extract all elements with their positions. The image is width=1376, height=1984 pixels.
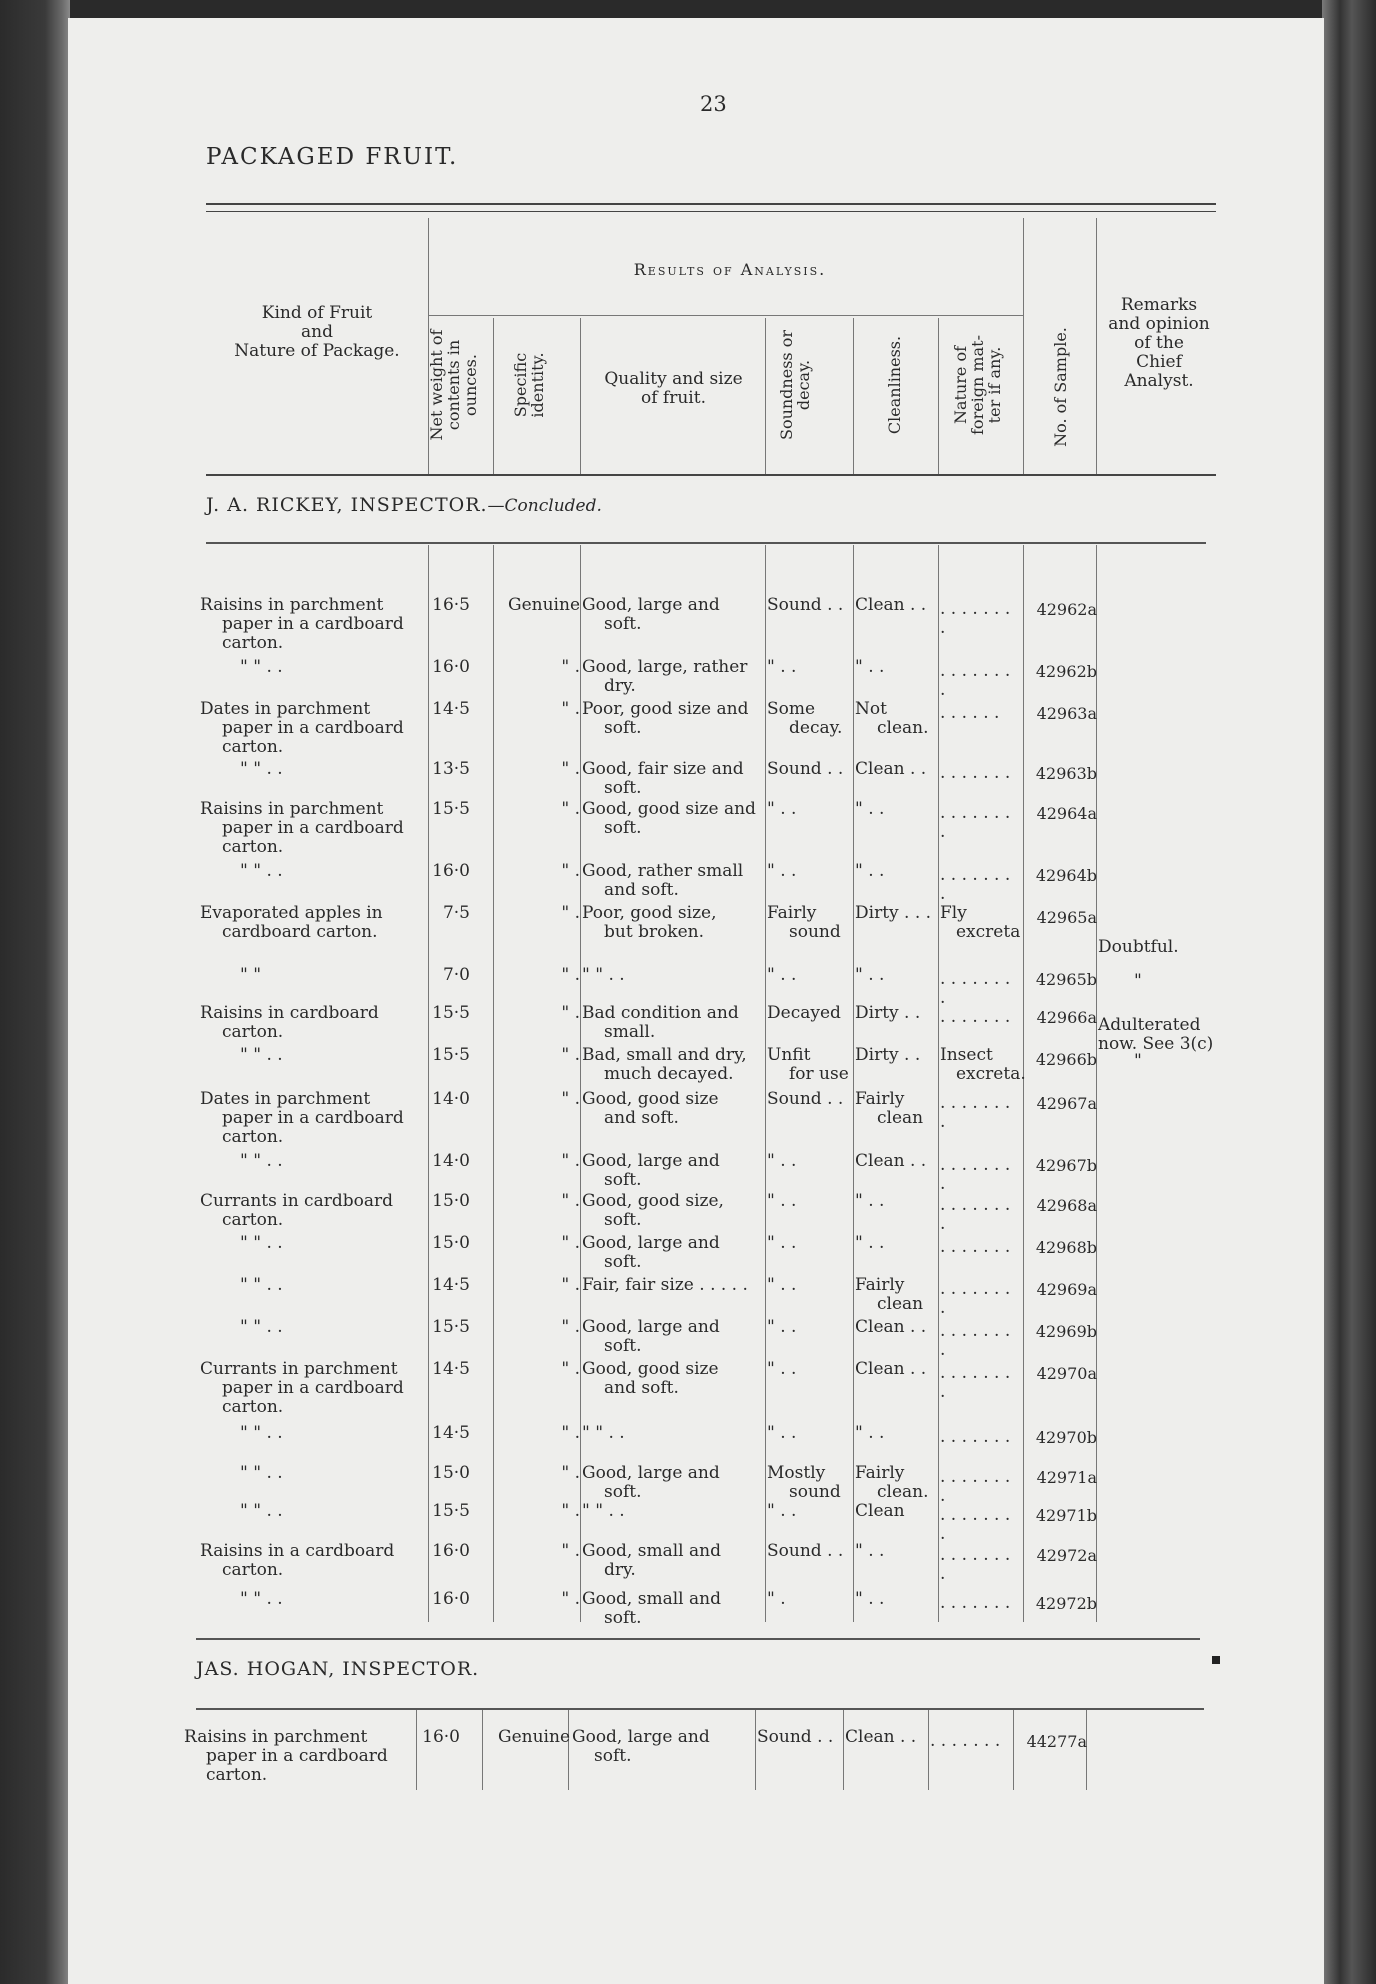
specific-identity-cell: Genuine bbox=[508, 595, 580, 615]
header-specific-identity: Specific identity. bbox=[511, 352, 547, 418]
quality-cell: Good, large and soft. bbox=[582, 595, 720, 634]
quality-cell: Good, large and soft. bbox=[582, 1463, 720, 1502]
kind-cell: " " bbox=[240, 965, 262, 985]
soundness-cell: " . bbox=[767, 1589, 786, 1609]
section-hogan-rule bbox=[196, 1708, 1204, 1710]
body2-vline-2 bbox=[482, 1710, 483, 1790]
sample-number-cell: 42963a bbox=[1036, 704, 1097, 723]
kind-cell: Raisins in parchment paper in a cardboard carton. bbox=[184, 1727, 388, 1785]
hdr-vline-6 bbox=[765, 318, 766, 474]
sample-number-cell: 42965b bbox=[1035, 970, 1097, 989]
foreign-matter-cell: . . . . . . . bbox=[940, 1007, 1011, 1027]
net-weight-cell: 15·0 bbox=[432, 1191, 470, 1211]
cleanliness-cell: Clean bbox=[855, 1501, 905, 1521]
foreign-matter-cell: . . . . . . bbox=[940, 703, 1000, 723]
net-weight-cell: 7·0 bbox=[442, 965, 470, 985]
foreign-matter-cell: . . . . . . . bbox=[940, 763, 1011, 783]
specific-identity-cell: " . bbox=[561, 1089, 580, 1109]
quality-cell: Good, large and soft. bbox=[582, 1317, 720, 1356]
foreign-matter-cell: . . . . . . . . bbox=[940, 1363, 1011, 1402]
soundness-cell: " . . bbox=[767, 1423, 797, 1443]
soundness-cell: " . . bbox=[767, 657, 797, 677]
foreign-matter-cell: . . . . . . . . bbox=[940, 1321, 1011, 1360]
sample-number-cell: 42970a bbox=[1036, 1364, 1097, 1383]
quality-cell: Poor, good size, but broken. bbox=[582, 903, 717, 942]
foreign-matter-cell: . . . . . . . . bbox=[940, 1467, 1011, 1506]
foreign-matter-cell: . . . . . . . bbox=[940, 1427, 1011, 1447]
quality-cell: Good, good size and soft. bbox=[582, 799, 756, 838]
foreign-matter-cell: . . . . . . . . bbox=[940, 661, 1011, 700]
foreign-matter-cell: . . . . . . . . bbox=[940, 969, 1011, 1008]
cleanliness-cell: Dirty . . bbox=[855, 1045, 921, 1065]
specific-identity-cell: " . bbox=[561, 657, 580, 677]
sample-number-cell: 42967a bbox=[1036, 1094, 1097, 1113]
net-weight-cell: 16·0 bbox=[422, 1727, 460, 1747]
soundness-cell: " . . bbox=[767, 1191, 797, 1211]
quality-cell: Good, good size and soft. bbox=[582, 1359, 719, 1398]
cleanliness-cell: " . . bbox=[855, 1541, 885, 1561]
cleanliness-cell: Fairly clean bbox=[855, 1275, 924, 1314]
remarks-cell: Adulterated now. See 3(c) bbox=[1098, 1015, 1214, 1054]
net-weight-cell: 16·0 bbox=[432, 657, 470, 677]
header-results: Results of Analysis. bbox=[633, 260, 827, 279]
kind-cell: Currants in parchment paper in a cardboard carton. bbox=[200, 1359, 404, 1417]
sample-number-cell: 42972b bbox=[1035, 1594, 1097, 1613]
hdr-vline-3 bbox=[1096, 218, 1097, 474]
specific-identity-cell: " . bbox=[561, 1541, 580, 1561]
soundness-cell: Decayed bbox=[767, 1003, 841, 1023]
quality-cell: Good, good size and soft. bbox=[582, 1089, 719, 1128]
remarks-cell: " bbox=[1134, 971, 1142, 991]
cleanliness-cell: Clean . . bbox=[845, 1727, 917, 1747]
top-rule-1 bbox=[206, 203, 1216, 205]
kind-cell: Currants in cardboard carton. bbox=[200, 1191, 393, 1230]
kind-cell: Dates in parchment paper in a cardboard carton. bbox=[200, 699, 404, 757]
specific-identity-cell: " . bbox=[561, 1317, 580, 1337]
foreign-matter-cell: . . . . . . . . bbox=[940, 599, 1011, 638]
kind-cell: " " . . bbox=[240, 1275, 283, 1295]
cleanliness-cell: " . . bbox=[855, 861, 885, 881]
specific-identity-cell: " . bbox=[561, 1003, 580, 1023]
quality-cell: Good, large and soft. bbox=[582, 1151, 720, 1190]
hdr-vline-4 bbox=[493, 318, 494, 474]
kind-cell: " " . . bbox=[240, 1589, 283, 1609]
specific-identity-cell: " . bbox=[561, 1151, 580, 1171]
hdr-vline-8 bbox=[938, 318, 939, 474]
soundness-cell: Unfit for use bbox=[767, 1045, 849, 1084]
cleanliness-cell: " . . bbox=[855, 1233, 885, 1253]
kind-cell: " " . . bbox=[240, 861, 283, 881]
soundness-cell: " . . bbox=[767, 1233, 797, 1253]
soundness-cell: Mostly sound bbox=[767, 1463, 841, 1502]
kind-cell: " " . . bbox=[240, 1151, 283, 1171]
soundness-cell: " . . bbox=[767, 1275, 797, 1295]
net-weight-cell: 14·5 bbox=[432, 1275, 470, 1295]
header-soundness: Soundness or decay. bbox=[777, 330, 813, 441]
quality-cell: Bad condition and small. bbox=[582, 1003, 739, 1042]
net-weight-cell: 14·5 bbox=[432, 1423, 470, 1443]
sample-number-cell: 44277a bbox=[1026, 1732, 1087, 1751]
inspector-name: J. A. RICKEY, INSPECTOR. bbox=[206, 494, 488, 516]
section-rickey-heading bbox=[206, 494, 602, 516]
net-weight-cell: 16·0 bbox=[432, 1541, 470, 1561]
soundness-cell: Sound . . bbox=[767, 595, 844, 615]
kind-cell: Raisins in parchment paper in a cardboard carton. bbox=[200, 595, 404, 653]
specific-identity-cell: " . bbox=[561, 1589, 580, 1609]
soundness-cell: Sound . . bbox=[767, 1089, 844, 1109]
cleanliness-cell: " . . bbox=[855, 799, 885, 819]
cleanliness-cell: Dirty . . bbox=[855, 1003, 921, 1023]
sample-number-cell: 42971a bbox=[1036, 1468, 1097, 1487]
body-vline-6 bbox=[938, 545, 939, 1622]
foreign-matter-cell: . . . . . . . . bbox=[940, 1195, 1011, 1234]
soundness-cell: Some decay. bbox=[767, 699, 843, 738]
kind-cell: Raisins in parchment paper in a cardboard carton. bbox=[200, 799, 404, 857]
kind-cell: " " . . bbox=[240, 1501, 283, 1521]
foreign-matter-cell: . . . . . . . bbox=[930, 1731, 1001, 1751]
sample-number-cell: 42969a bbox=[1036, 1280, 1097, 1299]
inspector-suffix: —Concluded. bbox=[487, 496, 602, 516]
kind-cell: " " . . bbox=[240, 657, 283, 677]
net-weight-cell: 14·0 bbox=[432, 1151, 470, 1171]
net-weight-cell: 14·5 bbox=[432, 1359, 470, 1379]
soundness-cell: Sound . . bbox=[757, 1727, 834, 1747]
quality-cell: Good, large, rather dry. bbox=[582, 657, 748, 696]
specific-identity-cell: " . bbox=[561, 965, 580, 985]
sample-number-cell: 42968a bbox=[1036, 1196, 1097, 1215]
quality-cell: Good, fair size and soft. bbox=[582, 759, 744, 798]
section-rickey-rule bbox=[206, 542, 1206, 544]
net-weight-cell: 14·5 bbox=[432, 699, 470, 719]
header-remarks: Remarks and opinion of the Chief Analyst. bbox=[1108, 295, 1210, 391]
sample-number-cell: 42969b bbox=[1035, 1322, 1097, 1341]
kind-cell: " " . . bbox=[240, 1423, 283, 1443]
body2-vline-5 bbox=[843, 1710, 844, 1790]
cleanliness-cell: Clean . . bbox=[855, 1151, 927, 1171]
kind-cell: Raisins in cardboard carton. bbox=[200, 1003, 379, 1042]
specific-identity-cell: Genuine bbox=[498, 1727, 570, 1747]
soundness-cell: Sound . . bbox=[767, 759, 844, 779]
kind-cell: " " . . bbox=[240, 759, 283, 779]
cleanliness-cell: " . . bbox=[855, 965, 885, 985]
sample-number-cell: 42970b bbox=[1035, 1428, 1097, 1447]
quality-cell: Good, rather small and soft. bbox=[582, 861, 744, 900]
inspector-name: JAS. HOGAN, INSPECTOR. bbox=[196, 1658, 480, 1680]
header-foreign-matter: Nature of foreign mat- ter if any. bbox=[951, 335, 1004, 435]
quality-cell: Good, small and soft. bbox=[582, 1589, 721, 1628]
net-weight-cell: 15·5 bbox=[432, 1501, 470, 1521]
cleanliness-cell: Fairly clean bbox=[855, 1089, 924, 1128]
net-weight-cell: 16·5 bbox=[432, 595, 470, 615]
sample-number-cell: 42962b bbox=[1035, 662, 1097, 681]
cleanliness-cell: " . . bbox=[855, 1589, 885, 1609]
net-weight-cell: 7·5 bbox=[442, 903, 470, 923]
net-weight-cell: 14·0 bbox=[432, 1089, 470, 1109]
soundness-cell: " . . bbox=[767, 1359, 797, 1379]
quality-cell: Bad, small and dry, much decayed. bbox=[582, 1045, 747, 1084]
quality-cell: Good, small and dry. bbox=[582, 1541, 721, 1580]
net-weight-cell: 15·5 bbox=[432, 799, 470, 819]
net-weight-cell: 15·5 bbox=[432, 1003, 470, 1023]
sample-number-cell: 42971b bbox=[1035, 1506, 1097, 1525]
sample-number-cell: 42968b bbox=[1035, 1238, 1097, 1257]
cleanliness-cell: Clean . . bbox=[855, 1317, 927, 1337]
body2-vline-4 bbox=[755, 1710, 756, 1790]
net-weight-cell: 15·5 bbox=[432, 1317, 470, 1337]
soundness-cell: " . . bbox=[767, 799, 797, 819]
cleanliness-cell: Dirty . . . bbox=[855, 903, 932, 923]
specific-identity-cell: " . bbox=[561, 1275, 580, 1295]
body-vline-1 bbox=[428, 545, 429, 1622]
quality-cell: Good, good size, soft. bbox=[582, 1191, 724, 1230]
body2-vline-6 bbox=[928, 1710, 929, 1790]
kind-cell: " " . . bbox=[240, 1463, 283, 1483]
hdr-vline-5 bbox=[580, 318, 581, 474]
body-vline-5 bbox=[853, 545, 854, 1622]
cleanliness-cell: Clean . . bbox=[855, 1359, 927, 1379]
body2-vline-3 bbox=[568, 1710, 569, 1790]
sample-number-cell: 42964a bbox=[1036, 804, 1097, 823]
specific-identity-cell: " . bbox=[561, 1463, 580, 1483]
specific-identity-cell: " . bbox=[561, 699, 580, 719]
cleanliness-cell: " . . bbox=[855, 1423, 885, 1443]
specific-identity-cell: " . bbox=[561, 1045, 580, 1065]
header-net-weight: Net weight of contents in ounces. bbox=[427, 329, 480, 441]
quality-cell: Fair, fair size . . . . . bbox=[582, 1275, 748, 1295]
header-bottom-rule bbox=[206, 474, 1216, 476]
foreign-matter-cell: . . . . . . . . bbox=[940, 1155, 1011, 1194]
foreign-matter-cell: Insect excreta. bbox=[940, 1045, 1026, 1084]
top-rule-2 bbox=[206, 211, 1216, 212]
specific-identity-cell: " . bbox=[561, 759, 580, 779]
foreign-matter-cell: . . . . . . . . bbox=[940, 803, 1011, 842]
kind-cell: Evaporated apples in cardboard carton. bbox=[200, 903, 383, 942]
soundness-cell: " . . bbox=[767, 1151, 797, 1171]
net-weight-cell: 15·0 bbox=[432, 1233, 470, 1253]
kind-cell: " " . . bbox=[240, 1045, 283, 1065]
kind-cell: Dates in parchment paper in a cardboard carton. bbox=[200, 1089, 404, 1147]
quality-cell: Good, large and soft. bbox=[572, 1727, 710, 1766]
foreign-matter-cell: . . . . . . . . bbox=[940, 1505, 1011, 1544]
cleanliness-cell: Clean . . bbox=[855, 759, 927, 779]
foreign-matter-cell: . . . . . . . . bbox=[940, 1545, 1011, 1584]
header-sample-no: No. of Sample. bbox=[1051, 327, 1070, 447]
page-mark bbox=[1212, 1656, 1220, 1664]
soundness-cell: " . . bbox=[767, 1501, 797, 1521]
remarks-cell: " bbox=[1134, 1051, 1142, 1071]
net-weight-cell: 15·5 bbox=[432, 1045, 470, 1065]
header-quality: Quality and size of fruit. bbox=[604, 369, 743, 408]
soundness-cell: " . . bbox=[767, 861, 797, 881]
quality-cell: " " . . bbox=[582, 965, 625, 985]
kind-cell: " " . . bbox=[240, 1233, 283, 1253]
net-weight-cell: 16·0 bbox=[432, 861, 470, 881]
cleanliness-cell: Clean . . bbox=[855, 595, 927, 615]
sample-number-cell: 42967b bbox=[1035, 1156, 1097, 1175]
specific-identity-cell: " . bbox=[561, 903, 580, 923]
sample-number-cell: 42965a bbox=[1036, 908, 1097, 927]
page-title: PACKAGED FRUIT. bbox=[206, 144, 459, 170]
cleanliness-cell: Not clean. bbox=[855, 699, 929, 738]
cleanliness-cell: Fairly clean. bbox=[855, 1463, 929, 1502]
foreign-matter-cell: . . . . . . . . bbox=[940, 1279, 1011, 1318]
sample-number-cell: 42966b bbox=[1035, 1050, 1097, 1069]
kind-cell: Raisins in a cardboard carton. bbox=[200, 1541, 395, 1580]
section-rickey-end-rule bbox=[196, 1638, 1200, 1640]
page-number: 23 bbox=[700, 92, 727, 116]
foreign-matter-cell: . . . . . . . bbox=[940, 1237, 1011, 1257]
specific-identity-cell: " . bbox=[561, 1501, 580, 1521]
specific-identity-cell: " . bbox=[561, 861, 580, 881]
sample-number-cell: 42972a bbox=[1036, 1546, 1097, 1565]
specific-identity-cell: " . bbox=[561, 1423, 580, 1443]
section-hogan-heading bbox=[196, 1658, 479, 1680]
specific-identity-cell: " . bbox=[561, 1191, 580, 1211]
cleanliness-cell: " . . bbox=[855, 1191, 885, 1211]
quality-cell: " " . . bbox=[582, 1501, 625, 1521]
soundness-cell: " . . bbox=[767, 965, 797, 985]
net-weight-cell: 16·0 bbox=[432, 1589, 470, 1609]
specific-identity-cell: " . bbox=[561, 799, 580, 819]
hdr-vline-2 bbox=[1023, 218, 1024, 474]
hdr-vline-7 bbox=[853, 318, 854, 474]
remarks-cell: Doubtful. bbox=[1098, 937, 1179, 957]
soundness-cell: Sound . . bbox=[767, 1541, 844, 1561]
foreign-matter-cell: . . . . . . . . bbox=[940, 1093, 1011, 1132]
body-vline-4 bbox=[765, 545, 766, 1622]
quality-cell: " " . . bbox=[582, 1423, 625, 1443]
sample-number-cell: 42964b bbox=[1035, 866, 1097, 885]
body-vline-3 bbox=[580, 545, 581, 1622]
net-weight-cell: 13·5 bbox=[432, 759, 470, 779]
sample-number-cell: 42966a bbox=[1036, 1008, 1097, 1027]
foreign-matter-cell: . . . . . . . . bbox=[940, 865, 1011, 904]
soundness-cell: " . . bbox=[767, 1317, 797, 1337]
specific-identity-cell: " . bbox=[561, 1233, 580, 1253]
header-cleanliness: Cleanliness. bbox=[885, 335, 904, 435]
sample-number-cell: 42962a bbox=[1036, 600, 1097, 619]
quality-cell: Good, large and soft. bbox=[582, 1233, 720, 1272]
header-kind: Kind of Fruit and Nature of Package. bbox=[234, 303, 400, 361]
net-weight-cell: 15·0 bbox=[432, 1463, 470, 1483]
kind-cell: " " . . bbox=[240, 1317, 283, 1337]
foreign-matter-cell: . . . . . . . bbox=[940, 1593, 1011, 1613]
quality-cell: Poor, good size and soft. bbox=[582, 699, 749, 738]
sample-number-cell: 42963b bbox=[1035, 764, 1097, 783]
soundness-cell: Fairly sound bbox=[767, 903, 841, 942]
foreign-matter-cell: Fly excreta bbox=[940, 903, 1021, 942]
specific-identity-cell: " . bbox=[561, 1359, 580, 1379]
cleanliness-cell: " . . bbox=[855, 657, 885, 677]
body2-vline-1 bbox=[416, 1710, 417, 1790]
